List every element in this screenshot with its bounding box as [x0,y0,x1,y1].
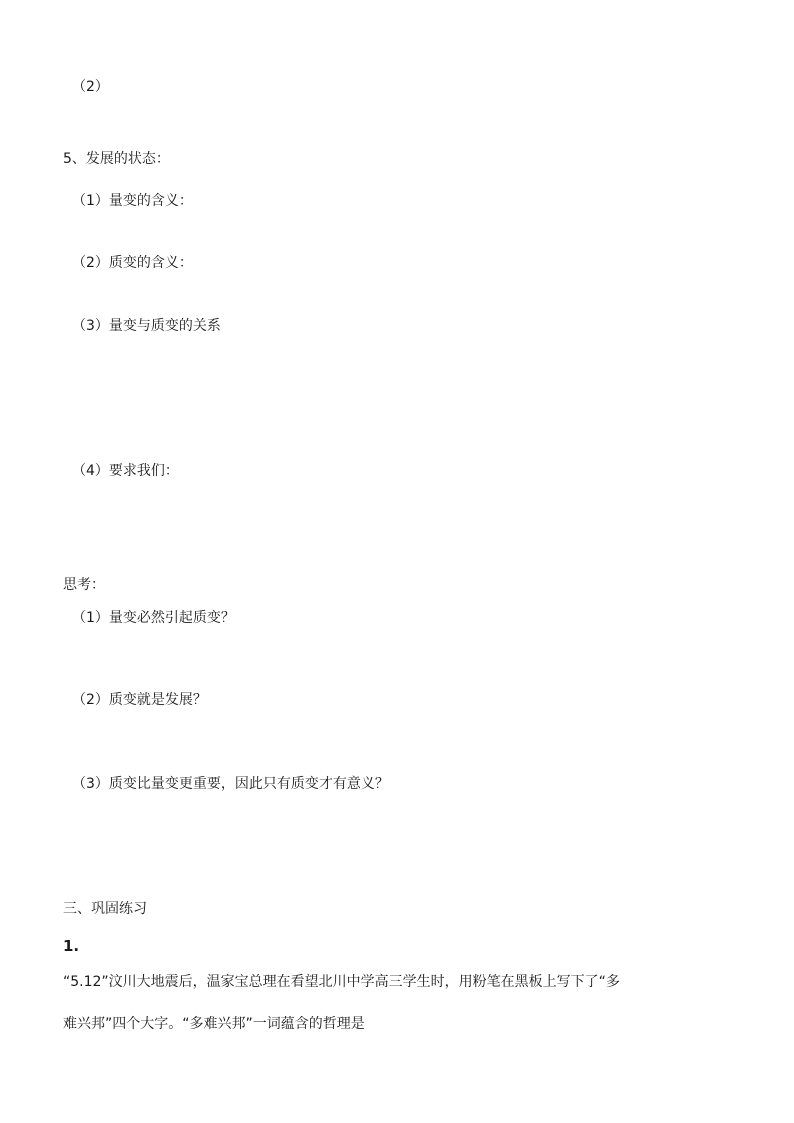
section5-item-4: （4）要求我们： [72,463,179,479]
item-prev-2: （2） [72,79,109,95]
think-title: 思考： [63,577,105,593]
section3-title: 三、巩固练习 [63,901,147,917]
question-1-line-2: 难兴邦”四个大字。“多难兴邦”一词蕴含的哲理是 [63,1016,365,1032]
section5-item-1: （1）量变的含义： [72,193,193,209]
think-item-1: （1）量变必然引起质变？ [72,610,235,626]
think-item-3: （3）质变比量变更重要，因此只有质变才有意义？ [72,776,389,792]
section5-title: 5、发展的状态： [63,151,170,167]
question-1-line-1: “5.12”汶川大地震后，温家宝总理在看望北川中学高三学生时，用粉笔在黑板上写下了“多 [63,974,620,990]
think-item-2: （2）质变就是发展？ [72,692,207,708]
question-1-number: 1. [63,937,80,955]
section5-item-3: （3）量变与质变的关系 [72,318,221,334]
section5-item-2: （2）质变的含义： [72,255,193,271]
